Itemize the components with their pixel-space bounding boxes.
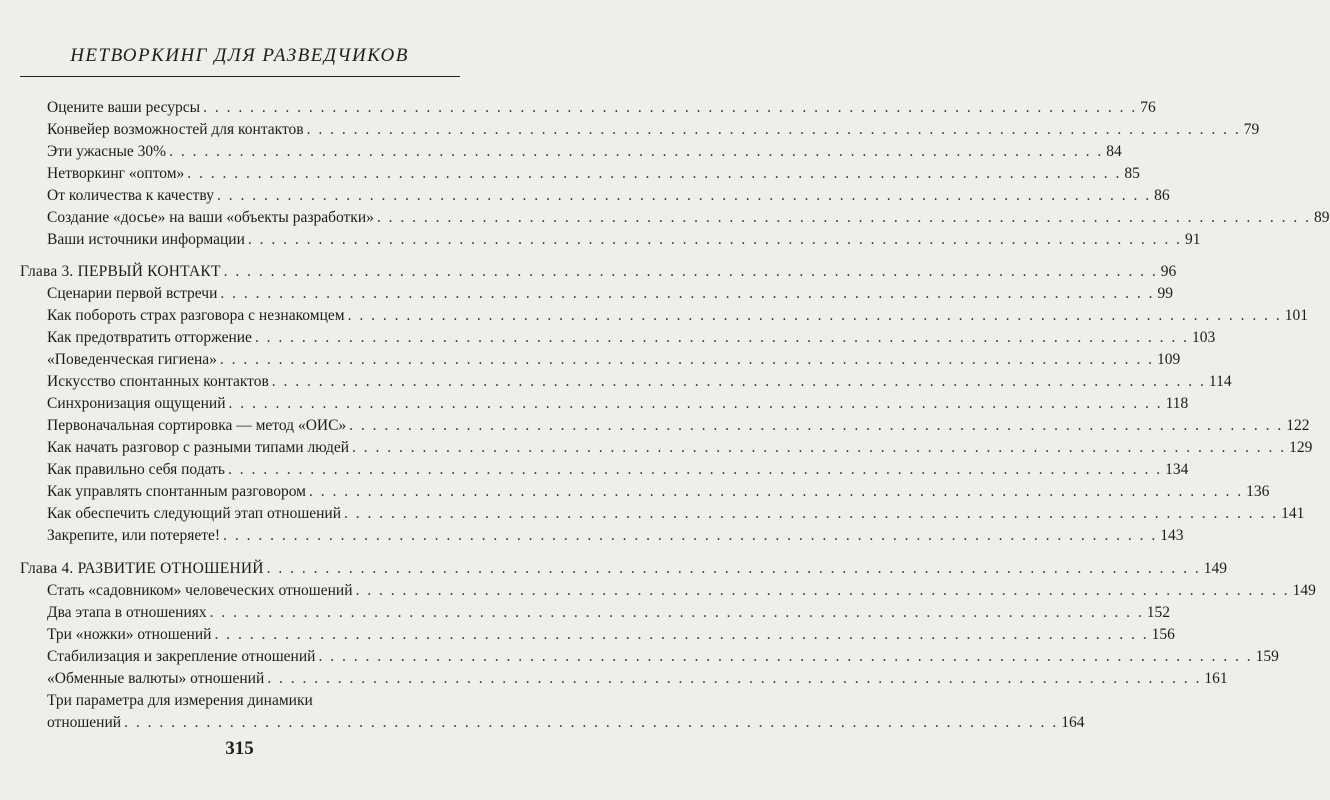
toc-leader-dots: . . . . . . . . . . . . . . . . . . . . . . . . . . . . . . . . . . . . . . . . . . . . . . . . . . . . . . . . . . . . . . . . . . . . . . . . . . . . . . . . bbox=[219, 351, 1155, 368]
toc-entry-page: 109 bbox=[1157, 351, 1181, 368]
toc-entry bbox=[47, 503, 1305, 525]
toc-entry-title: Ваши источники информации bbox=[47, 231, 245, 248]
toc-entry-page: 134 bbox=[1165, 461, 1189, 478]
toc-entry bbox=[47, 415, 1310, 437]
toc-entry-title: Глава 4. РАЗВИТИЕ ОТНОШЕНИЙ bbox=[20, 560, 264, 577]
header-rule bbox=[20, 76, 460, 77]
toc-leader-dots: . . . . . . . . . . . . . . . . . . . . . . . . . . . . . . . . . . . . . . . . . . . . . . . . . . . . . . . . . . . . . . . . . . . . . . . . . . . . . . . . bbox=[169, 143, 1104, 160]
toc-entry-title: Стать «садовником» человеческих отношений bbox=[47, 582, 353, 599]
toc-entry-page: 136 bbox=[1246, 483, 1270, 500]
toc-entry bbox=[47, 459, 1189, 481]
toc-entry bbox=[47, 119, 1260, 141]
toc-entry-title: От количества к качеству bbox=[47, 187, 214, 204]
toc-entry-page: 152 bbox=[1146, 604, 1170, 621]
toc-entry-page: 79 bbox=[1243, 121, 1260, 138]
toc-entry-title: Глава 3. ПЕРВЫЙ КОНТАКТ bbox=[20, 263, 221, 280]
toc-entry bbox=[47, 624, 1175, 646]
toc-leader-dots: . . . . . . . . . . . . . . . . . . . . . . . . . . . . . . . . . . . . . . . . . . . . . . . . . . . . . . . . . . . . . . . . . . . . . . . . . . . . . . . . bbox=[271, 373, 1206, 390]
toc-leader-dots: . . . . . . . . . . . . . . . . . . . . . . . . . . . . . . . . . . . . . . . . . . . . . . . . . . . . . . . . . . . . . . . . . . . . . . . . . . . . . . . . bbox=[227, 461, 1163, 478]
toc-entry-title: Три параметра для измерения динамики bbox=[47, 692, 313, 709]
toc-entry-page: 99 bbox=[1157, 285, 1173, 302]
toc-leader-dots: . . . . . . . . . . . . . . . . . . . . . . . . . . . . . . . . . . . . . . . . . . . . . . . . . . . . . . . . . . . . . . . . . . . . . . . . . . . . . . . . bbox=[352, 439, 1287, 456]
toc-entry-title: Как правильно себя подать bbox=[47, 461, 225, 478]
toc-entry bbox=[47, 525, 1184, 547]
toc-entry bbox=[47, 393, 1189, 415]
toc-entry bbox=[47, 690, 460, 712]
toc-entry-title: «Поведенческая гигиена» bbox=[47, 351, 217, 368]
toc-leader-dots: . . . . . . . . . . . . . . . . . . . . . . . . . . . . . . . . . . . . . . . . . . . . . . . . . . . . . . . . . . . . . . . . . . . . . . . . . . . . . . . . bbox=[347, 307, 1282, 324]
toc-entry-page: 114 bbox=[1208, 373, 1232, 390]
toc-entry bbox=[47, 185, 1170, 207]
toc-leader-dots: . . . . . . . . . . . . . . . . . . . . . . . . . . . . . . . . . . . . . . . . . . . . . . . . . . . . . . . . . . . . . . . . . . . . . . . . . . . . . . . . bbox=[220, 285, 1155, 302]
toc-entry-title: Оцените ваши ресурсы bbox=[47, 99, 201, 116]
toc-entry-page: 91 bbox=[1185, 231, 1201, 248]
toc-leader-dots: . . . . . . . . . . . . . . . . . . . . . . . . . . . . . . . . . . . . . . . . . . . . . . . . . . . . . . . . . . . . . . . . . . . . . . . . . . . . . . . . bbox=[223, 527, 1158, 544]
toc-entry-page: 89 bbox=[1314, 209, 1330, 226]
toc-entry-page: 161 bbox=[1204, 670, 1228, 687]
toc-leader-dots: . . . . . . . . . . . . . . . . . . . . . . . . . . . . . . . . . . . . . . . . . . . . . . . . . . . . . . . . . . . . . . . . . . . . . . . . . . . . . . . . bbox=[247, 231, 1182, 248]
toc-entry-page: 96 bbox=[1160, 263, 1177, 280]
toc-chapter-entry bbox=[20, 261, 1177, 283]
toc-entry-page: 156 bbox=[1151, 626, 1175, 643]
toc-entry bbox=[47, 163, 1140, 185]
toc-leader-dots: . . . . . . . . . . . . . . . . . . . . . . . . . . . . . . . . . . . . . . . . . . . . . . . . . . . . . . . . . . . . . . . . . . . . . . . . . . . . . . . . bbox=[306, 121, 1241, 138]
toc-entry bbox=[47, 97, 1156, 119]
toc-entry-title: Синхронизация ощущений bbox=[47, 395, 226, 412]
toc-entry-page: 103 bbox=[1192, 329, 1216, 346]
toc-entry bbox=[47, 207, 1330, 229]
toc-leader-dots: . . . . . . . . . . . . . . . . . . . . . . . . . . . . . . . . . . . . . . . . . . . . . . . . . . . . . . . . . . . . . . . . . . . . . . . . . . . . . . . . bbox=[355, 582, 1290, 599]
toc-entry-title: «Обменные валюты» отношений bbox=[47, 670, 265, 687]
toc-entry bbox=[47, 229, 1201, 251]
toc-leader-dots: . . . . . . . . . . . . . . . . . . . . . . . . . . . . . . . . . . . . . . . . . . . . . . . . . . . . . . . . . . . . . . . . . . . . . . . . . . . . . . . . bbox=[309, 483, 1244, 500]
toc-entry bbox=[47, 305, 1308, 327]
toc-leader-dots: . . . . . . . . . . . . . . . . . . . . . . . . . . . . . . . . . . . . . . . . . . . . . . . . . . . . . . . . . . . . . . . . . . . . . . . . . . . . . . . . bbox=[203, 99, 1138, 116]
toc-leader-dots: . . . . . . . . . . . . . . . . . . . . . . . . . . . . . . . . . . . . . . . . . . . . . . . . . . . . . . . . . . . . . . . . . . . . . . . . . . . . . . . . bbox=[124, 714, 1059, 731]
toc-entry-page: 129 bbox=[1289, 439, 1313, 456]
toc-entry-page: 84 bbox=[1106, 143, 1122, 160]
toc-leader-dots: . . . . . . . . . . . . . . . . . . . . . . . . . . . . . . . . . . . . . . . . . . . . . . . . . . . . . . . . . . . . . . . . . . . . . . . . . . . . . . . . bbox=[223, 263, 1158, 280]
toc-entry-title: Первоначальная сортировка — метод «ОИС» bbox=[47, 417, 347, 434]
toc-entry bbox=[47, 371, 1232, 393]
toc-entry-page: 85 bbox=[1124, 165, 1140, 182]
page-number: 315 bbox=[225, 738, 254, 759]
toc-entry bbox=[47, 602, 1170, 624]
toc-leader-dots: . . . . . . . . . . . . . . . . . . . . . . . . . . . . . . . . . . . . . . . . . . . . . . . . . . . . . . . . . . . . . . . . . . . . . . . . . . . . . . . . bbox=[228, 395, 1163, 412]
toc-leader-dots: . . . . . . . . . . . . . . . . . . . . . . . . . . . . . . . . . . . . . . . . . . . . . . . . . . . . . . . . . . . . . . . . . . . . . . . . . . . . . . . . bbox=[254, 329, 1190, 346]
toc-entry bbox=[47, 646, 1279, 668]
toc-entry-title: Как управлять спонтанным разговором bbox=[47, 483, 306, 500]
toc-leader-dots: . . . . . . . . . . . . . . . . . . . . . . . . . . . . . . . . . . . . . . . . . . . . . . . . . . . . . . . . . . . . . . . . . . . . . . . . . . . . . . . . bbox=[318, 648, 1253, 665]
toc-entry-title: Как побороть страх разговора с незнакомцем bbox=[47, 307, 345, 324]
toc-entry-title: Эти ужасные 30% bbox=[47, 143, 167, 160]
toc-leader-dots: . . . . . . . . . . . . . . . . . . . . . . . . . . . . . . . . . . . . . . . . . . . . . . . . . . . . . . . . . . . . . . . . . . . . . . . . . . . . . . . . bbox=[214, 626, 1149, 643]
toc-entry-title: Как предотвратить отторжение bbox=[47, 329, 252, 346]
toc-entry-title: Три «ножки» отношений bbox=[47, 626, 212, 643]
toc-entry-page: 86 bbox=[1154, 187, 1170, 204]
toc-entry-title: Как обеспечить следующий этап отношений bbox=[47, 505, 342, 522]
toc-entry bbox=[47, 580, 1316, 602]
toc-entry bbox=[47, 283, 1173, 305]
toc-entry-page: 143 bbox=[1160, 527, 1184, 544]
toc-entry-title: Сценарии первой встречи bbox=[47, 285, 218, 302]
toc-entry-title: отношений bbox=[47, 714, 122, 731]
toc-entry bbox=[47, 437, 1313, 459]
toc-leader-dots: . . . . . . . . . . . . . . . . . . . . . . . . . . . . . . . . . . . . . . . . . . . . . . . . . . . . . . . . . . . . . . . . . . . . . . . . . . . . . . . . bbox=[376, 209, 1311, 226]
toc-chapter-entry bbox=[20, 558, 1228, 580]
toc-entry-page: 101 bbox=[1284, 307, 1308, 324]
toc-entry-page: 141 bbox=[1281, 505, 1305, 522]
toc-entry-title: Стабилизация и закрепление отношений bbox=[47, 648, 316, 665]
toc-entry-title: Конвейер возможностей для контактов bbox=[47, 121, 304, 138]
toc-entry bbox=[47, 712, 1085, 734]
toc-entry-page: 76 bbox=[1140, 99, 1156, 116]
toc-entry-title: Как начать разговор с разными типами людей bbox=[47, 439, 350, 456]
toc-entry-title: Искусство спонтанных контактов bbox=[47, 373, 269, 390]
toc-entry-page: 149 bbox=[1203, 560, 1228, 577]
toc-leader-dots: . . . . . . . . . . . . . . . . . . . . . . . . . . . . . . . . . . . . . . . . . . . . . . . . . . . . . . . . . . . . . . . . . . . . . . . . . . . . . . . . bbox=[344, 505, 1279, 522]
toc-entry bbox=[47, 327, 1216, 349]
toc-entry-page: 159 bbox=[1255, 648, 1279, 665]
toc-leader-dots: . . . . . . . . . . . . . . . . . . . . . . . . . . . . . . . . . . . . . . . . . . . . . . . . . . . . . . . . . . . . . . . . . . . . . . . . . . . . . . . . bbox=[209, 604, 1144, 621]
toc-entry bbox=[47, 349, 1181, 371]
toc-leader-dots: . . . . . . . . . . . . . . . . . . . . . . . . . . . . . . . . . . . . . . . . . . . . . . . . . . . . . . . . . . . . . . . . . . . . . . . . . . . . . . . . bbox=[349, 417, 1284, 434]
toc-entry-title: Два этапа в отношениях bbox=[47, 604, 207, 621]
toc-entry-title: Закрепите, или потеряете! bbox=[47, 527, 221, 544]
toc-entry bbox=[47, 481, 1270, 503]
toc-entry-title: Нетворкинг «оптом» bbox=[47, 165, 185, 182]
running-header: НЕТВОРКИНГ ДЛЯ РАЗВЕДЧИКОВ bbox=[70, 45, 409, 66]
toc-entry bbox=[47, 141, 1122, 163]
toc-entry-title: Создание «досье» на ваши «объекты разработки» bbox=[47, 209, 374, 226]
toc-entry-page: 164 bbox=[1061, 714, 1085, 731]
toc-entry bbox=[47, 668, 1228, 690]
toc-entry-page: 149 bbox=[1292, 582, 1316, 599]
toc-leader-dots: . . . . . . . . . . . . . . . . . . . . . . . . . . . . . . . . . . . . . . . . . . . . . . . . . . . . . . . . . . . . . . . . . . . . . . . . . . . . . . . . bbox=[266, 560, 1201, 577]
toc-leader-dots: . . . . . . . . . . . . . . . . . . . . . . . . . . . . . . . . . . . . . . . . . . . . . . . . . . . . . . . . . . . . . . . . . . . . . . . . . . . . . . . . bbox=[187, 165, 1122, 182]
toc-entry-page: 118 bbox=[1165, 395, 1189, 412]
toc-entry-page: 122 bbox=[1286, 417, 1310, 434]
toc-leader-dots: . . . . . . . . . . . . . . . . . . . . . . . . . . . . . . . . . . . . . . . . . . . . . . . . . . . . . . . . . . . . . . . . . . . . . . . . . . . . . . . . bbox=[216, 187, 1152, 204]
toc-leader-dots: . . . . . . . . . . . . . . . . . . . . . . . . . . . . . . . . . . . . . . . . . . . . . . . . . . . . . . . . . . . . . . . . . . . . . . . . . . . . . . . . bbox=[267, 670, 1202, 687]
